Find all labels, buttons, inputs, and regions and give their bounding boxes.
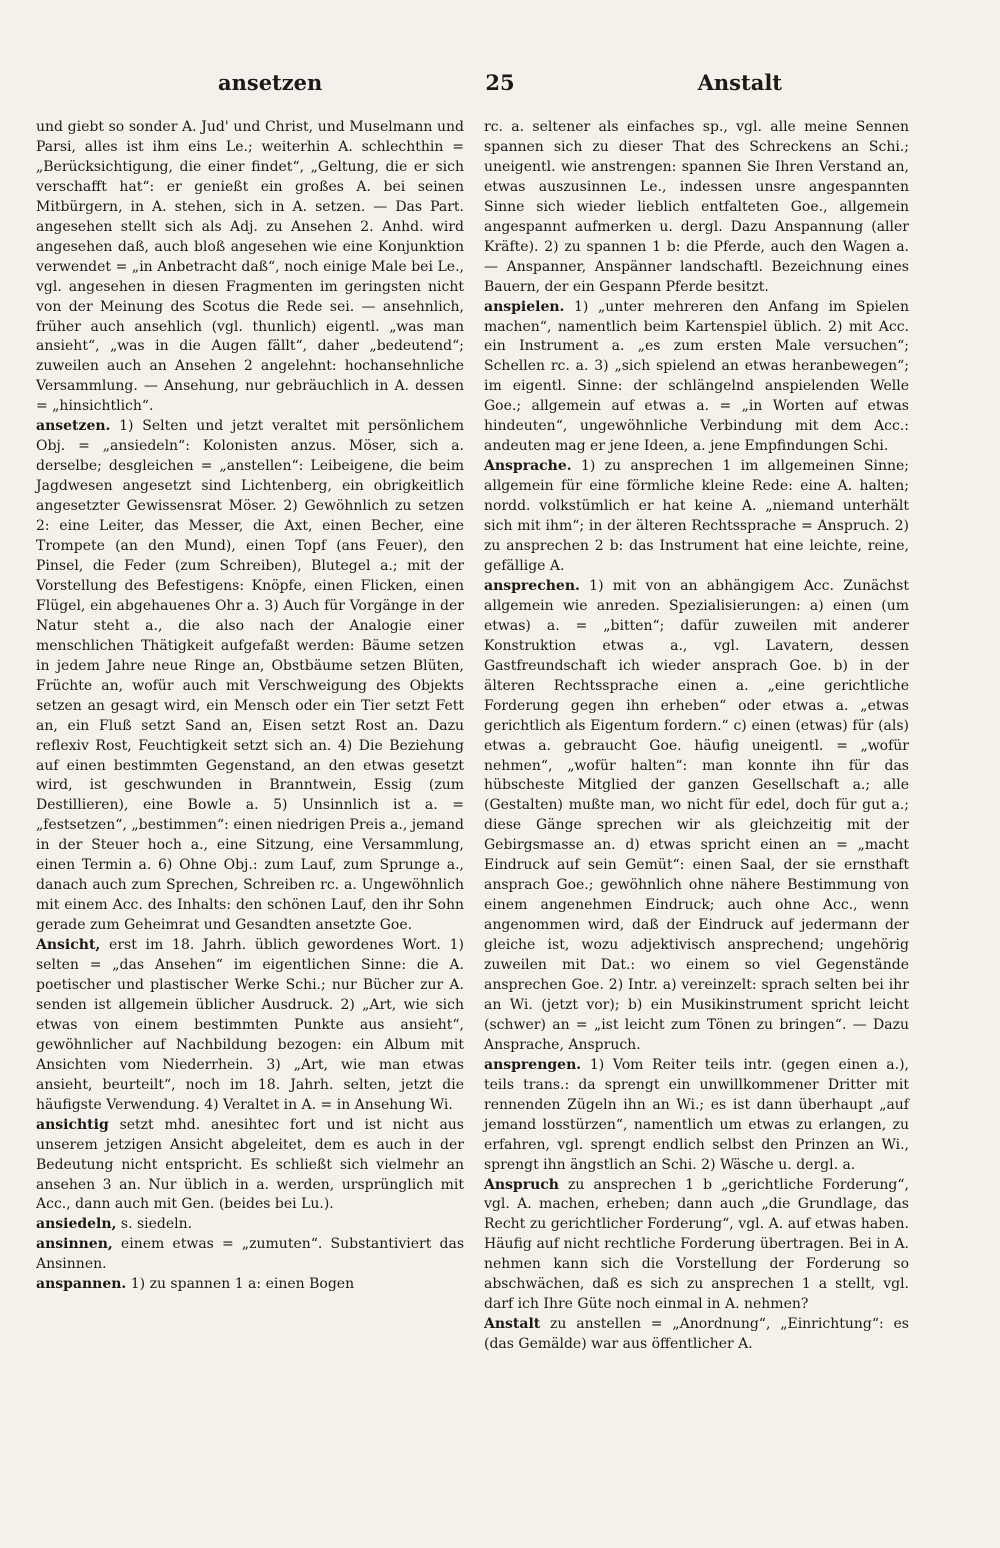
entry-headword: Anstalt	[484, 1316, 541, 1333]
page-number: 25	[485, 70, 515, 95]
entry-headword: ansetzen.	[36, 418, 111, 435]
entry-headword: ansprechen.	[484, 577, 580, 594]
page-header	[40, 70, 960, 110]
header-first-word: ansetzen	[218, 70, 323, 95]
entry-text: setzt mhd. anesihtec fort und ist nicht aus unserem jetzigen Ansicht abgeleitet, dem es auch in der Bedeutung nicht entspricht. Es schließt sich vielmehr an ansehen 3 an. Nur üblich in a. werden, ursprünglich mit Acc., dann auch mit Gen. (beides bei Lu.).	[36, 1116, 464, 1213]
entry-headword: Ansprache.	[484, 458, 572, 475]
entry-text: einem etwas = „zumuten“. Substantiviert das Ansinnen.	[36, 1236, 464, 1273]
entry-text: 1) Vom Reiter teils intr. (gegen einen a.), teils trans.: da sprengt ein unwillkommener Dritter mit rennenden Zügeln ihn an Wi.; es ist dann überhaupt „auf jemand losstürzen“, namentlich um etwas zu erlangen, zu erfahren, vgl. sprengt endlich selbst den Prinzen an Wi., sprengt ihn ängstlich an Schi. 2) Wäsche u. dergl. a.	[484, 1056, 909, 1173]
dictionary-entry	[36, 936, 464, 1116]
entry-text: 1) „unter mehreren den Anfang im Spielen machen“, namentlich beim Kartenspiel üblich. 2) mit Acc. ein Instrument a. „es zum ersten Male versuchen“; Schellen rc. a. 3) „sich spielend an etwas heranbewegen“; im eigentl. Sinne: der schlängelnd anspielenden Welle Goe.; allgemein auf etwas a. = „in Worten auf etwas hindeuten“, ungewöhnliche Verbindung mit dem Acc.: andeuten mag er jene Ideen, a. jene Empfindungen Schi.	[484, 298, 909, 455]
entry-headword: anspielen.	[484, 298, 565, 315]
dictionary-entry	[36, 1116, 464, 1216]
entry-text: erst im 18. Jahrh. üblich gewordenes Wort. 1) selten = „das Ansehen“ im eigentlichen Sinne: die A. poetischer und plastischer Werke Schi.; nur Bücher zur A. senden ist allgemein üblicher Ausdruck. 2) „Art, wie sich etwas von einem bestimmten Punkte aus ansieht“, gewöhnlicher auf Nachbildung bezogen: ein Album mit Ansichten vom Niederrhein. 3) „Art, wie man etwas ansieht, beurteilt“, noch im 18. Jahrh. selten, jetzt die häufigste Verwendung. 4) Veraltet in A. = in Ansehung Wi.	[36, 937, 464, 1113]
entry-text: zu anstellen = „Anordnung“, „Einrichtung“: es (das Gemälde) war aus öffentlicher A.	[484, 1316, 909, 1353]
dictionary-entry	[484, 118, 909, 298]
entry-text: 1) zu spannen 1 a: einen Bogen	[126, 1276, 355, 1293]
right-column	[484, 118, 909, 1355]
entry-headword: Anspruch	[484, 1176, 559, 1193]
header-last-word: Anstalt	[697, 70, 782, 95]
entry-headword: ansiedeln,	[36, 1216, 117, 1233]
dictionary-entry	[484, 1056, 909, 1176]
dictionary-entry	[484, 1315, 909, 1355]
dictionary-entry	[36, 1215, 464, 1235]
dictionary-entry	[36, 417, 464, 936]
entry-text: und giebt so sonder A. Jud' und Christ, und Muselmann und Parsi, alles ist ihm eins Le.; weiterhin A. schlechthin = „Berücksichtigung, die einer findet“, „Geltung, die er sich verschafft hat“: er genießt ein großes A. bei seinen Mitbürgern, in A. stehen, sich in A. setzen. — Das Part. angesehen stellt sich als Adj. zu Ansehen 2. Anhd. wird angesehen daß, auch bloß angesehen wie eine Konjunktion verwendet = „in Anbetracht daß“, noch einige Male bei Le., vgl. angesehen in diesen Fragmenten im geringsten nicht von der Meinung des Scotus die Rede sei. — ansehnlich, früher auch ansehlich (vgl. thunlich) eigentl. „was man ansieht“, „was in die Augen fällt“, daher „bedeutend“; zuweilen auch an Ansehen 2 angelehnt: hochansehnliche Versammlung. — Ansehung, nur gebräuchlich in A. dessen = „hinsichtlich“.	[36, 119, 464, 415]
entry-text: 1) zu ansprechen 1 im allgemeinen Sinne; allgemein für eine förmliche kleine Rede: eine A. halten; nordd. volkstümlich er hat keine A. „niemand unterhält sich mit ihm“; in der älteren Rechtssprache = Anspruch. 2) zu ansprechen 2 b: das Instrument hat eine leichte, reine, gefällige A.	[484, 458, 909, 574]
left-column	[36, 118, 464, 1295]
entry-headword: anspannen.	[36, 1276, 127, 1293]
entry-text: 1) Selten und jetzt veraltet mit persönlichem Obj. = „ansiedeln“: Kolonisten anzus. Möser, sich a. derselbe; desgleichen = „anstellen“: Leibeigene, die beim Jagdwesen angesetzt sind Lichtenberg, ein obrigkeitlich angesetzter Gewissensrat Möser. 2) Gewöhnlich zu setzen 2: eine Leiter, das Messer, die Axt, einen Becher, eine Trompete (an den Mund), einen Topf (ans Feuer), den Pinsel, die Feder (zum Schreiben), Blutegel a.; mit der Vorstellung des Befestigens: Knöpfe, einen Flicken, einen Flügel, ein abgehauenes Ohr a. 3) Auch für Vorgänge in der Natur steht a., die also nach der Analogie einer menschlichen Thätigkeit aufgefaßt werden: Bäume setzen in jedem Jahre neue Ringe an, Obstbäume setzen Blüten, Früchte an, wofür auch mit Verschweigung des Objekts setzen an gesagt wird, ein Mensch oder ein Tier setzt Fett an, ein Fluß setzt Sand an, Eisen setzt Rost an. Dazu reflexiv Rost, Feuchtigkeit setzt sich an. 4) Die Beziehung auf einen bestimmten Gegenstand, an den etwas gesetzt wird, ist geschwunden in Branntwein, Essig (zum Destillieren), eine Bowle a. 5) Unsinnlich ist a. = „festsetzen“, „bestimmen“: einen niedrigen Preis a., jemand in der Steuer hoch a., eine Sitzung, eine Versammlung, einen Termin a. 6) Ohne Obj.: zum Lauf, zum Sprunge a., danach auch zum Sprechen, Schreiben rc. a. Ungewöhnlich mit einem Acc. des Inhalts: den schönen Lauf, den ihr Sohn gerade zum Geheimrat und Gesandten ansetzte Goe.	[36, 418, 464, 934]
dictionary-entry	[484, 298, 909, 458]
entry-text: s. siedeln.	[116, 1216, 193, 1233]
entry-headword: ansinnen,	[36, 1236, 113, 1253]
dictionary-entry	[484, 577, 909, 1056]
entry-text: zu ansprechen 1 b „gerichtliche Forderung“, vgl. A. machen, erheben; dann auch „die Grundlage, das Recht zu gerichtlicher Forderung“, vgl. A. auf etwas haben. Häufig auf nicht rechtliche Forderung übertragen. Bei in A. nehmen kann sich die Vorstellung der Forderung so abschwächen, daß es sich zu ansprechen 1 a stellt, vgl. darf ich Ihre Güte noch einmal in A. nehmen?	[484, 1176, 909, 1313]
entry-text: rc. a. seltener als einfaches sp., vgl. alle meine Sennen spannen sich zu dieser That des Schreckens an Schi.; uneigentl. wie anstrengen: spannen Sie Ihren Verstand an, etwas auszusinnen Le., indessen unsre angespannten Sinne sich wieder lieblich entfalteten Goe., allgemein angespannt aufmerken u. dergl. Dazu Anspannung (aller Kräfte). 2) zu spannen 1 b: die Pferde, auch den Wagen a. — Anspanner, Anspänner landschaftl. Bezeichnung eines Bauern, der ein Gespann Pferde besitzt.	[484, 119, 909, 295]
dictionary-entry	[36, 1275, 464, 1295]
dictionary-entry	[484, 457, 909, 577]
entry-headword: ansichtig	[36, 1116, 109, 1133]
entry-headword: Ansicht,	[36, 937, 101, 954]
entry-headword: ansprengen.	[484, 1056, 582, 1073]
dictionary-entry	[484, 1176, 909, 1316]
dictionary-entry	[36, 118, 464, 417]
entry-text: 1) mit von an abhängigem Acc. Zunächst allgemein wie anreden. Spezialisierungen: a) einen (um etwas) a. = „bitten“; dafür zuweilen mit anderer Konstruktion etwas a., vgl. Lavatern, dessen Gastfreundschaft ich wieder ansprach Goe. b) in der älteren Rechtssprache einen a. „eine gerichtliche Forderung gegen ihn erheben“ oder etwas a. „etwas gerichtlich als Eigentum fordern.“ c) einen (etwas) für (als) etwas a. gebraucht Goe. häufig uneigentl. = „wofür nehmen“, „wofür halten“: man konnte ihn für das hübscheste Mitglied der ganzen Gesellschaft a.; alle (Gestalten) mußte man, wo nicht für edel, doch für gut a.; diese Gänge sprechen wir als gleichzeitig mit der Gebirgsmasse an. d) etwas spricht einen an = „macht Eindruck auf sein Gemüt“: einen Saal, der sie ernsthaft ansprach Goe.; gewöhnlich ohne nähere Bestimmung von einem angenehmen Eindruck; auch ohne Acc., wenn angenommen wird, daß der Eindruck auf jedermann der gleiche ist, wozu adjektivisch ansprechend; ungehörig zuweilen mit Dat.: wo einem so viel Gegenstände ansprechen Goe. 2) Intr. a) vereinzelt: sprach selten bei ihr an Wi. (jetzt vor); b) ein Musikinstrument spricht leicht (schwer) an = „ist leicht zum Tönen zu bringen“. — Dazu Ansprache, Anspruch.	[484, 577, 909, 1053]
dictionary-entry	[36, 1235, 464, 1275]
